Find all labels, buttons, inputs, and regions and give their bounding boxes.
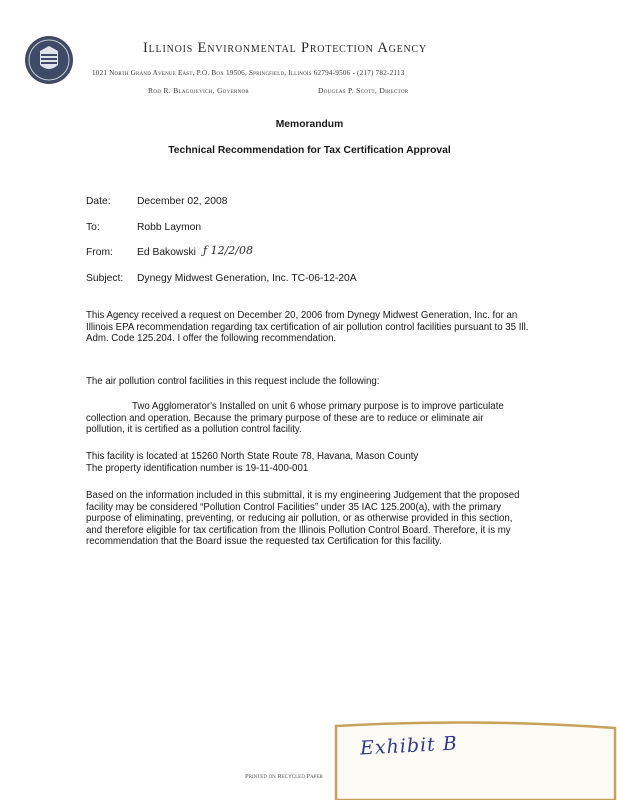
property-line: The property identification number is 19-11-400-001 xyxy=(86,463,309,474)
from-value: Ed Bakowski xyxy=(137,247,196,258)
governor-line: Rod R. Blagojevich, Governor xyxy=(148,86,250,95)
judgement-paragraph: Based on the information included in this submittal, it is my engineering Judgement that the proposed facility may be considered “Pollution Control Facilities” under 35 IAC 125.200(a), with the primary purpose of eliminating, preventing, or reducing air pollution, or as otherwise provided in this section, and therefore eligible for tax certification from the Illinois Pollution Control Board. Therefore, it is my recommendation that the Board issue the requested tax Certification for this facility. xyxy=(86,490,520,548)
intro-paragraph: This Agency received a request on December 20, 2006 from Dynegy Midwest Generation, Inc. for an Illinois EPA recommendation regarding tax certification of air pollution control facilities pursuant to 35 Ill. Adm. Code 125.204. I offer the following recommendation. xyxy=(86,310,529,345)
date-label: Date: xyxy=(86,196,111,207)
memo-title: Memorandum xyxy=(275,119,344,130)
subject-value: Dynegy Midwest Generation, Inc. TC-06-12-20A xyxy=(137,273,357,284)
subject-label: Subject: xyxy=(86,273,124,284)
to-label: To: xyxy=(86,222,100,233)
facilities-heading: The air pollution control facilities in this request include the following: xyxy=(86,376,380,387)
memo-subtitle: Technical Recommendation for Tax Certification Approval xyxy=(168,145,451,156)
exhibit-sticker xyxy=(334,720,617,800)
exhibit-label: Exhibit B xyxy=(359,732,459,760)
date-value: December 02, 2008 xyxy=(137,196,228,207)
to-value: Robb Laymon xyxy=(137,222,202,233)
handwritten-initials: ƒ 12/2/08 xyxy=(203,244,253,257)
location-line: This facility is located at 15260 North State Route 78, Havana, Mason County xyxy=(86,451,419,462)
state-seal-icon xyxy=(24,35,74,85)
agency-name: Illinois Environmental Protection Agency xyxy=(143,40,428,56)
from-label: From: xyxy=(86,247,113,258)
director-line: Douglas P. Scott, Director xyxy=(318,86,409,95)
footer-note: Printed on Recycled Paper xyxy=(245,773,323,780)
facility-item: Two Agglomerator's Installed on unit 6 whose primary purpose is to improve particulate collection and operation. Because the primary purpose of these are to reduce or eliminate air pollution, it is certified as a pollution control facility. xyxy=(86,401,504,436)
agency-address: 1021 North Grand Avenue East, P.O. Box 19506, Springfield, Illinois 62794-9506 - (217) 782-2113 xyxy=(92,69,405,77)
